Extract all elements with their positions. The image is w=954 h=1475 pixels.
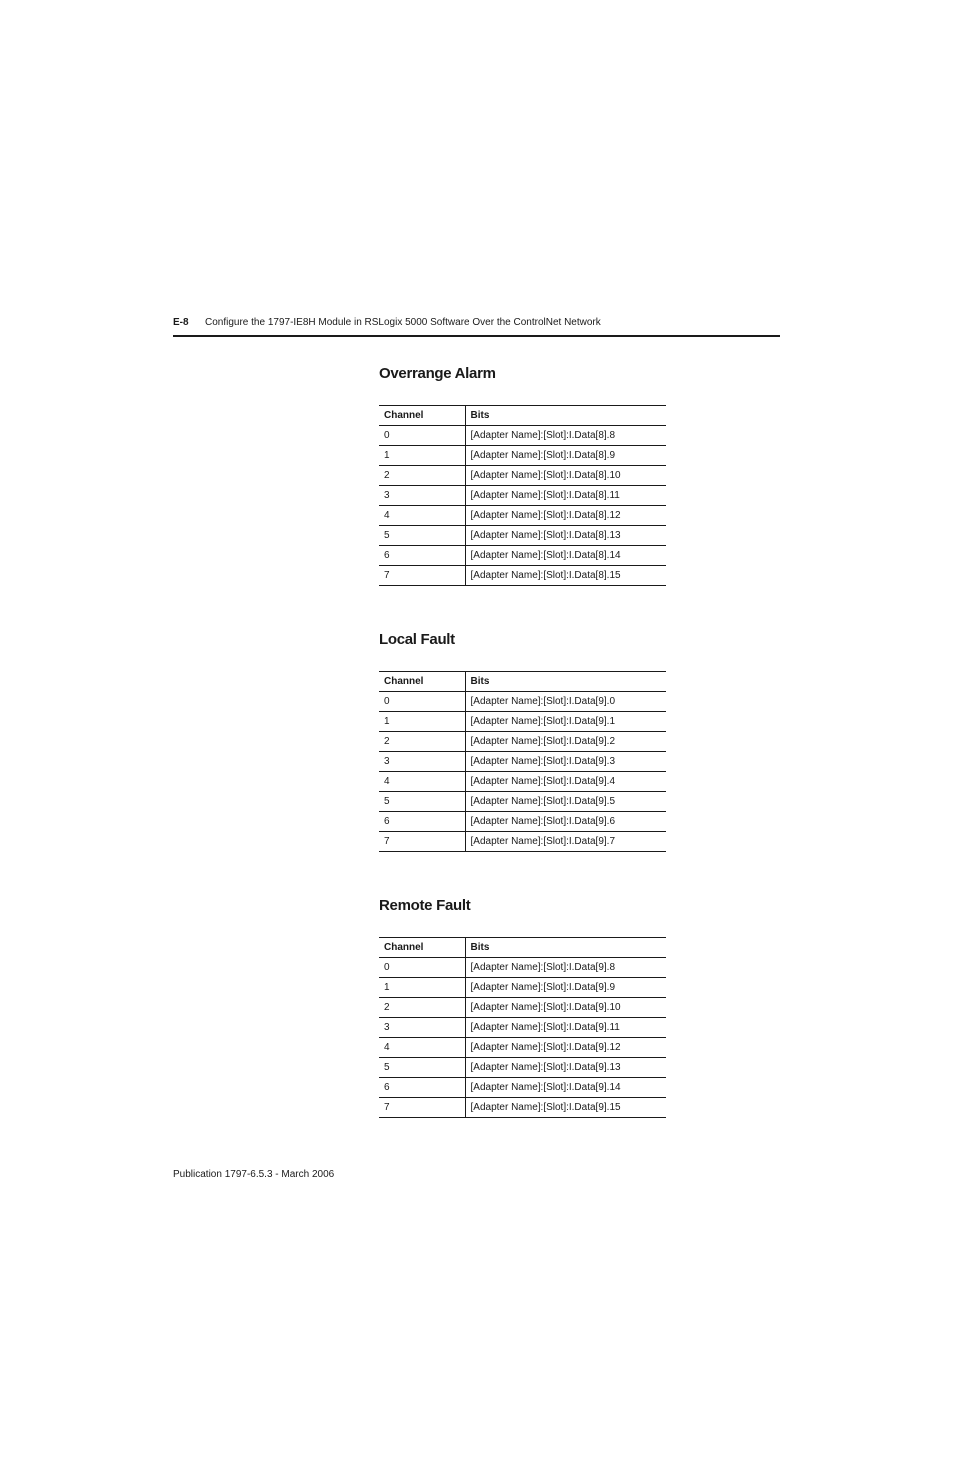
column-header-bits: Bits <box>465 938 666 958</box>
table-row <box>379 692 666 712</box>
table-row <box>379 1078 666 1098</box>
bits-cell: [Adapter Name]:[Slot]:I.Data[9].6 <box>465 812 666 832</box>
table-row <box>379 812 666 832</box>
bits-cell: [Adapter Name]:[Slot]:I.Data[8].12 <box>465 506 666 526</box>
column-header-bits: Bits <box>465 406 666 426</box>
table-row <box>379 712 666 732</box>
channel-cell: 5 <box>379 792 465 812</box>
channel-cell: 7 <box>379 832 465 852</box>
bits-cell: [Adapter Name]:[Slot]:I.Data[9].11 <box>465 1018 666 1038</box>
channel-cell: 0 <box>379 426 465 446</box>
channel-cell: 5 <box>379 1058 465 1078</box>
bits-cell: [Adapter Name]:[Slot]:I.Data[9].1 <box>465 712 666 732</box>
table-header-row <box>379 672 666 692</box>
column-header-channel: Channel <box>379 938 465 958</box>
section-title-remote-fault: Remote Fault <box>379 897 471 914</box>
bits-cell: [Adapter Name]:[Slot]:I.Data[8].15 <box>465 566 666 586</box>
channel-cell: 3 <box>379 752 465 772</box>
page-header <box>173 316 780 337</box>
table-row <box>379 466 666 486</box>
table-row <box>379 486 666 506</box>
bits-cell: [Adapter Name]:[Slot]:I.Data[8].13 <box>465 526 666 546</box>
table-row <box>379 566 666 586</box>
table-row <box>379 752 666 772</box>
bits-cell: [Adapter Name]:[Slot]:I.Data[8].11 <box>465 486 666 506</box>
table-row <box>379 772 666 792</box>
column-header-channel: Channel <box>379 672 465 692</box>
remote-fault-table <box>379 937 666 1118</box>
table-header-row <box>379 938 666 958</box>
running-title: Configure the 1797-IE8H Module in RSLogix 5000 Software Over the ControlNet Network <box>205 317 601 328</box>
table-header-row <box>379 406 666 426</box>
bits-cell: [Adapter Name]:[Slot]:I.Data[9].12 <box>465 1038 666 1058</box>
channel-cell: 5 <box>379 526 465 546</box>
channel-cell: 3 <box>379 1018 465 1038</box>
bits-cell: [Adapter Name]:[Slot]:I.Data[9].4 <box>465 772 666 792</box>
section-title-overrange-alarm: Overrange Alarm <box>379 365 496 382</box>
channel-cell: 4 <box>379 1038 465 1058</box>
channel-cell: 2 <box>379 998 465 1018</box>
table-row <box>379 832 666 852</box>
table-row <box>379 1058 666 1078</box>
channel-cell: 3 <box>379 486 465 506</box>
table-row <box>379 1038 666 1058</box>
channel-cell: 7 <box>379 1098 465 1118</box>
channel-cell: 6 <box>379 546 465 566</box>
section-title-local-fault: Local Fault <box>379 631 455 648</box>
table-row <box>379 732 666 752</box>
page-number: E-8 <box>173 317 189 328</box>
channel-cell: 1 <box>379 712 465 732</box>
channel-cell: 2 <box>379 466 465 486</box>
table-row <box>379 526 666 546</box>
bits-cell: [Adapter Name]:[Slot]:I.Data[9].15 <box>465 1098 666 1118</box>
table-row <box>379 998 666 1018</box>
bits-cell: [Adapter Name]:[Slot]:I.Data[9].3 <box>465 752 666 772</box>
table-row <box>379 506 666 526</box>
table-row <box>379 446 666 466</box>
table-row <box>379 792 666 812</box>
bits-cell: [Adapter Name]:[Slot]:I.Data[8].9 <box>465 446 666 466</box>
table-row <box>379 1098 666 1118</box>
column-header-bits: Bits <box>465 672 666 692</box>
local-fault-table <box>379 671 666 852</box>
publication-footer: Publication 1797-6.5.3 - March 2006 <box>173 1169 335 1180</box>
bits-cell: [Adapter Name]:[Slot]:I.Data[9].5 <box>465 792 666 812</box>
table-row <box>379 426 666 446</box>
channel-cell: 1 <box>379 978 465 998</box>
channel-cell: 1 <box>379 446 465 466</box>
bits-cell: [Adapter Name]:[Slot]:I.Data[9].9 <box>465 978 666 998</box>
channel-cell: 0 <box>379 958 465 978</box>
bits-cell: [Adapter Name]:[Slot]:I.Data[8].10 <box>465 466 666 486</box>
column-header-channel: Channel <box>379 406 465 426</box>
table-row <box>379 958 666 978</box>
table-row <box>379 546 666 566</box>
channel-cell: 6 <box>379 1078 465 1098</box>
bits-cell: [Adapter Name]:[Slot]:I.Data[9].7 <box>465 832 666 852</box>
channel-cell: 4 <box>379 772 465 792</box>
bits-cell: [Adapter Name]:[Slot]:I.Data[9].8 <box>465 958 666 978</box>
channel-cell: 7 <box>379 566 465 586</box>
bits-cell: [Adapter Name]:[Slot]:I.Data[9].2 <box>465 732 666 752</box>
channel-cell: 6 <box>379 812 465 832</box>
channel-cell: 2 <box>379 732 465 752</box>
channel-cell: 0 <box>379 692 465 712</box>
table-row <box>379 1018 666 1038</box>
overrange-alarm-table <box>379 405 666 586</box>
bits-cell: [Adapter Name]:[Slot]:I.Data[8].14 <box>465 546 666 566</box>
bits-cell: [Adapter Name]:[Slot]:I.Data[8].8 <box>465 426 666 446</box>
bits-cell: [Adapter Name]:[Slot]:I.Data[9].10 <box>465 998 666 1018</box>
bits-cell: [Adapter Name]:[Slot]:I.Data[9].14 <box>465 1078 666 1098</box>
channel-cell: 4 <box>379 506 465 526</box>
table-row <box>379 978 666 998</box>
bits-cell: [Adapter Name]:[Slot]:I.Data[9].0 <box>465 692 666 712</box>
bits-cell: [Adapter Name]:[Slot]:I.Data[9].13 <box>465 1058 666 1078</box>
